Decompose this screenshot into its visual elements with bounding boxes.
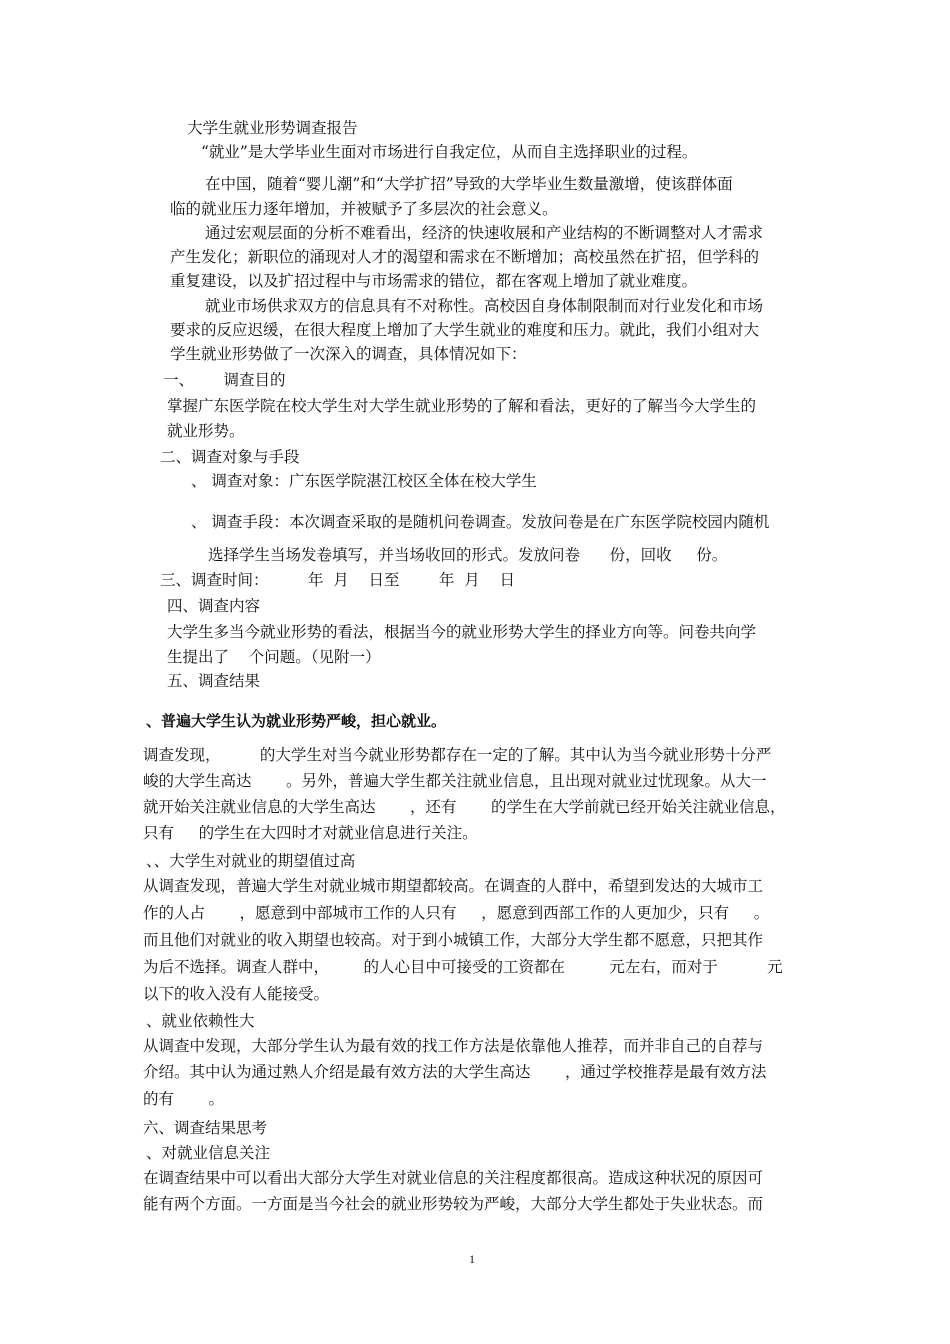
paragraph-line: 重复建设，以及扩招过程中与市场需求的错位，都在客观上增加了就业难度。 [170,272,698,290]
paragraph-line: 从调查中发现，大部分学生认为最有效的找工作方法是依靠他人推荐，而并非自己的自荐与 [143,1037,764,1055]
paragraph-line: 而且他们对就业的收入期望也较高。对于到小城镇工作，大部分大学生都不愿意，只把其作 [143,931,764,949]
list-item: 、 调查手段：本次调查采取的是随机问卷调查。发放问卷是在广东医学院校园内随机 [191,513,770,531]
paragraph-line: 学生就业形势做了一次深入的调查，具体情况如下： [170,345,527,363]
paragraph-line: 作的人占 ，愿意到中部城市工作的人只有 ，愿意到西部工作的人更加少，只有 。 [143,904,770,922]
paragraph-line: 的有 。 [143,1090,224,1108]
paragraph-line: 通过宏观层面的分析不难看出，经济的快速收展和产业结构的不断调整对人才需求 [205,224,764,242]
paragraph-line: “就业”是大学毕业生面对市场进行自我定位，从而自主选择职业的过程。 [201,143,698,161]
paragraph-line: 在中国，随着“婴儿潮”和“大学扩招”导致的大学毕业生数量激增，使该群体面 [205,175,733,193]
section-heading: 六、调查结果思考 [143,1119,268,1137]
paragraph-line: 从调查发现，普遍大学生对就业城市期望都较高。在调查的人群中，希望到发达的大城市工 [143,877,764,895]
paragraph-line: 峻的大学生高达 。另外，普遍大学生都关注就业信息，且出现对就业过忧现象。从大一 [143,772,767,790]
subsection-heading: 、就业依赖性大 [146,1012,255,1030]
paragraph-line: 要求的反应迟缓，在很大程度上增加了大学生就业的难度和压力。就此，我们小组对大 [170,321,760,339]
section-heading: 五、调查结果 [167,672,261,690]
paragraph-line: 临的就业压力逐年增加，并被赋予了多层次的社会意义。 [170,200,558,218]
subsection-heading: 、、大学生对就业的期望值过高 [146,852,356,870]
paragraph-line: 产生发化；新职位的涌现对人才的渴望和需求在不断增加；高校虽然在扩招，但学科的 [170,248,760,266]
paragraph-line: 以下的收入没有人能接受。 [143,985,330,1003]
document-title: 大学生就业形势调查报告 [187,119,358,137]
subsection-heading: 、对就业信息关注 [146,1144,271,1162]
paragraph-line: 大学生多当今就业形势的看法，根据当今的就业形势大学生的择业方向等。问卷共向学 [167,623,757,641]
section-heading: 二、调查对象与手段 [160,448,300,466]
paragraph-line: 调查发现， 的大学生对当今就业形势都存在一定的了解。其中认为当今就业形势十分严 [143,746,772,764]
paragraph-line: 在调查结果中可以看出大部分大学生对就业信息的关注程度都很高。造成这种状况的原因可 [143,1169,764,1187]
page-number: 1 [469,1252,475,1266]
section-heading: 一、 调查目的 [163,371,286,389]
paragraph-line: 介绍。其中认为通过熟人介绍是最有效方法的大学生高达 ，通过学校推荐是最有效方法 [143,1063,767,1081]
paragraph-line: 就业形势。 [167,422,245,440]
list-item: 、 调查对象：广东医学院湛江校区全体在校大学生 [191,472,537,490]
section-heading: 四、调查内容 [167,597,261,615]
paragraph-line: 生提出了 个问题。（见附一） [167,648,381,666]
subsection-heading: 、普遍大学生认为就业形势严峻，担心就业。 [146,712,447,730]
paragraph-line: 为后不选择。调查人群中， 的人心目中可接受的工资都在 元左右，而对于 元 [143,958,783,976]
paragraph-line: 选择学生当场发卷填写，并当场收回的形式。发放问卷 份，回收 份。 [208,546,728,564]
section-heading: 三、调查时间： 年 月 日至 年 月 日 [160,571,515,589]
paragraph-line: 能有两个方面。一方面是当今社会的就业形势较为严峻，大部分大学生都处于失业状态。而 [143,1195,764,1213]
paragraph-line: 就业市场供求双方的信息具有不对称性。高校因自身体制限制而对行业发化和市场 [205,297,764,315]
paragraph-line: 只有 的学生在大四时才对就业信息进行关注。 [143,824,478,842]
paragraph-line: 就开始关注就业信息的大学生高达 ，还有 的学生在大学前就已经开始关注就业信息， [143,798,786,816]
paragraph-line: 掌握广东医学院在校大学生对大学生就业形势的了解和看法，更好的了解当今大学生的 [167,397,757,415]
